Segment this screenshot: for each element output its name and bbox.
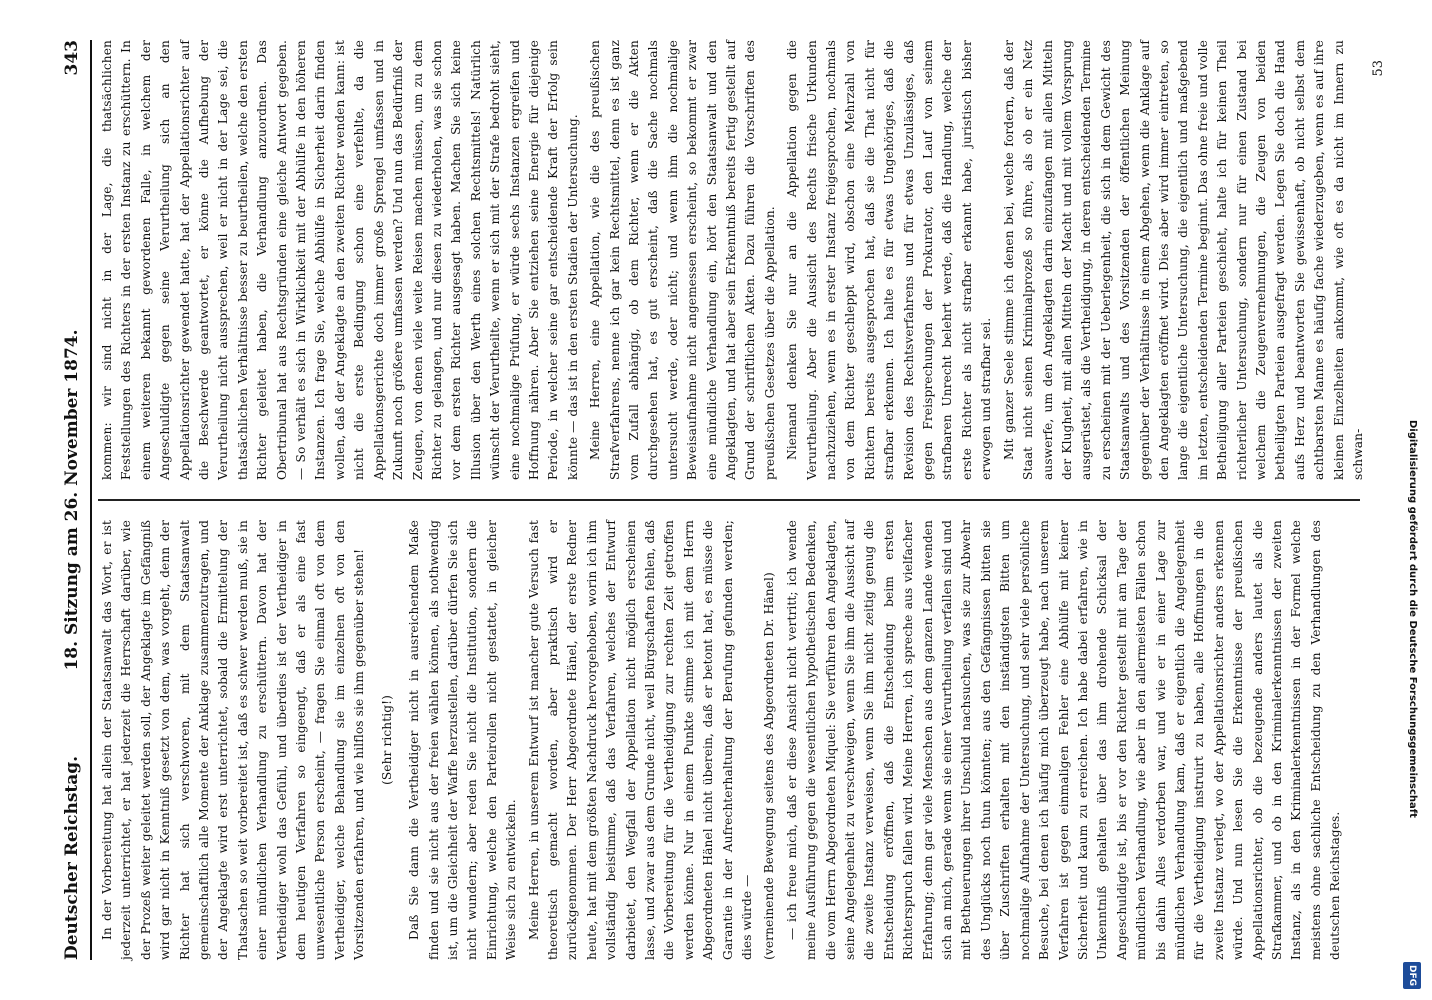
left-column — [98, 520, 1360, 960]
right-paragraph-3: Niemand denken Sie nur an die Appellation gegen die Verurtheilung. Aber die Aussicht des Rechts frische Urkunden nachzuziehen, wenn es in erster Instanz freigesprochen, nochmals von dem Richter geschleppt wird, obschon eine Mehrzahl von Richtern bereits ausgesprochen hat, daß sie die That nicht für strafbar erkennen. Ich halte es für etwas Ungehöriges, daß die Revision des Rechtsverfahrens und für etwas Unzulässiges, daß gegen Freisprechungen der Prokurator, den Lauf von seinem strafbaren Unrecht belehrt werde, daß die Handlung, welche der erste Richter als nicht strafbar erkannt habe, juristisch bisher erwogen und strafbar sei. — [785, 40, 994, 480]
running-header — [62, 40, 88, 960]
header-title: Deutscher Reichstag. — [62, 755, 82, 960]
right-column — [98, 40, 1365, 480]
left-paragraph-1: In der Vorbereitung hat allein der Staatsanwalt das Wort, er ist jederzeit unterrichtet, er hat jederzeit die Herrschaft darüber, wie der Prozeß weiter geleitet werden soll, der Angeklagte im Gefängniß wird gar nicht in Kenntniß gesetzt von dem, was vorgeht, denn der Richter hat sich verschworen, mit dem Staatsanwalt gemeinschaftlich alle Momente der Anklage zusammenzutragen, und der Angeklagte wird erst unterrichtet, sobald die Ermittelung der Thatsachen so weit vorbereitet ist, daß es schwer werden muß, sie in einer mündlichen Verhandlung zu erschüttern. Davon hat der Vertheidiger wohl das Gefühl, und überdies ist der Vertheidiger in dem heutigen Verfahren so eingeengt, daß er als eine fast unwesentliche Person erscheint, — fragen Sie einmal oft von dem Vertheidiger, welche Behandlung sie im einzelnen oft von den Vorsitzenden erfahren, und wie hilflos sie ihm gegenüber stehen! — [100, 520, 367, 960]
left-paragraph-4: — ich freue mich, daß er diese Ansicht nicht vertritt; ich wende meine Ausführung gegen die wesentlichen hypothetischen Bedenken, die vom Herrn Abgeordneten Miquel: Sie verführen den Angeklagten, seine Angelegenheit zu verschweigen, wenn Sie ihm die Aussicht auf die zweite Instanz verweisen, wenn Sie ihm nicht zeitig genug die Entscheidung eröffnen, daß die Entscheidung beim ersten Richterspruch fallen wird. Meine Herren, ich spreche aus vielfacher Erfahrung; denn gar viele Menschen aus dem ganzen Lande wenden sich an mich, gerade wenn sie einer Verurtheilung verfallen sind und mit Betheuerungen ihrer Unschuld nachsuchen, was sie zur Abwehr des Unglücks noch thun könnten; aus den Gefängnissen bitten sie über Zuschriften erhalten mit den inständigsten Bitten um nochmalige Aufnahme der Untersuchung, und sehr viele persönliche Besuche, bei denen ich häufig mich überzeugt habe, nach unserem Verfahren ist gegen einmaligen Fehler eine Abhülfe mit keiner Sicherheit und kaum zu erreichen. Ich habe dabei erfahren, wie in Unkenntniß gehalten über das ihm drohende Schicksal der Angeschuldigte ist, bis er vor den Richter gestellt mit am Tage der mündlichen Verhandlung, wie aber in den allermeisten Fällen schon bis dahin Alles verdorben war, und wie er in einer Lage zur mündlichen Verhandlung kam, daß er eigentlich die Angelegenheit für die Vertheidigung instruirt zu haben, alle Hoffnungen in die zweite Instanz verlegt, wo der Appellationsrichter anders erkennen würde. Und nun lesen Sie die Erkenntnisse der preußischen Appellationsrichter, ob die bezeugende anders lautet als die Strafkammer, und ob in den Kriminalerkenntnissen der zweiten Instanz, als in den Kriminalerkenntnissen in der Formel welche meistens ohne sachliche Entscheidung zu den Verhandlungen des deutschen Reichstages. — [784, 520, 1343, 960]
interjection-movement: (verneinende Bewegung seitens des Abgeordneten Dr. Hänel) — [762, 572, 777, 960]
column-divider — [98, 500, 1360, 502]
right-paragraph-1: kommen: wir sind nicht in der Lage, die thatsächlichen Feststellungen des Richters in der ersten Instanz zu erschüttern. In einem weiteren bekannt gewordenen Falle, in welchem der Angeschuldigte gegen seine Verurtheilung sich an den Appellationsrichter gewendet hatte, hat der Appellationsrichter auf die Beschwerde geantwortet, er könne die Aufhebung der Verurtheilung nicht aussprechen, weil er nicht in der Lage sei, die thatsächlichen Verhältnisse besser zu beurtheilen, welche den ersten Richter geleitet haben, die Verhandlung anzuordnen. Das Obertribunal hat aus Rechtsgründen eine gleiche Antwort gegeben. — So verhält es sich in Wirklichkeit mit der Abhülfe in den höheren Instanzen. Ich frage Sie, welche Abhülfe in Sicherheit darin finden wollen, daß der Angeklagte an den zweiten Richter wenden kann: ist nicht die erste Bedingung schon eine verfehlte, da die Appellationsgerichte doch immer große Sprengel umfassen und in Zukunft noch größere umfassen werden? Und nun das Bedürfniß der Zeugen, von denen viele weite Reisen machen müssen, um zu dem Richter zu gelangen, und nur diesen zu wiederholen, was sie schon vor dem ersten Richter ausgesagt haben. Machen Sie sich keine Illusion über den Werth eines solchen Rechtsmittels! Natürlich wünscht der Verurtheilte, wenn er sich mit der Strafe bedroht sieht, eine nochmalige Prüfung, er würde sechs Instanzen ergreifen und Hoffnung nähren. Aber Sie entziehen seine Energie für diejenige Periode, in welcher seine gar entscheidende Kraft der Erfolg sein könnte — das ist in den ersten Stadien der Untersuchung. — [100, 40, 580, 480]
left-paragraph-2: Daß Sie dann die Vertheidiger nicht in ausreichendem Maße finden und sie nicht aus der freien wählen können, als nothwendig ist, um die Gleichheit der Waffe herzustellen, darüber dürfen Sie sich nicht wundern; aber reden Sie nicht die Institution, sondern die Einrichtung, welche den Parteirollen nicht gestattet, in gleicher Weise sich zu entwickeln. — [407, 520, 519, 960]
rotated-scanned-page — [40, 0, 1400, 1000]
dfg-logo: DFG — [1403, 962, 1421, 989]
left-paragraph-3: Meine Herren, in unserem Entwurf ist mancher gute Versuch fast theoretisch gemacht worden, aber praktisch wird er zurückgenommen. Der Herr Abgeordnete Hänel, der erste Redner heute, hat mit dem größten Nachdruck hervorgehoben, worin ich ihm vollständig beistimme, daß das Verfahren, welches der Entwurf darbietet, den Wegfall der Appellation nicht möglich erscheinen lasse, und zwar aus dem Grunde nicht, weil Bürgschaften fehlen, daß die Vorbereitung für die Vertheidigung zur rechten Zeit getroffen werden könne. Nur in einem Punkte stimme ich mit dem Herrn Abgeordneten Hänel nicht überein, daß er betont hat, es müsse die Garantie in der Aufrechterhaltung der Berufung gefunden werden; dies würde — — [526, 520, 754, 960]
dfg-banner-text: Digitalisierung gefördert durch die Deutsche Forschungsgemeinschaft — [1407, 420, 1418, 818]
dfg-side-banner — [1394, 0, 1430, 1000]
header-rule — [90, 40, 92, 960]
header-session: 18. Sitzung am 26. November 1874. — [62, 329, 82, 671]
signature-mark: 53 — [1371, 60, 1386, 77]
right-paragraph-2: Meine Herren, eine Appellation, wie die des preußischen Strafverfahrens, nenne ich gar kein Rechtsmittel, denn es ist ganz vom Zufall abhängig, ob dem Richter, wenn er die Akten durchgesehen hat, es gut erscheint, daß die Sache nochmals untersucht werde, oder nicht; und wenn ihm die nochmalige Beweisaufnahme nicht angemessen erscheint, so bekommt er zwar eine mündliche Verhandlung ein, hört den Staatsanwalt und den Angeklagten, und hat aber sein Erkenntniß bereits fertig gestellt auf Grund der schriftlichen Akten. Dazu führen die Vorschriften des preußischen Gesetzes über die Appellation. — [588, 40, 777, 480]
right-paragraph-4: Mit ganzer Seele stimme ich denen bei, welche fordern, daß der Staat nicht seinen Kriminalprozeß so führe, als ob er ein Netz auswerfe, um den Angeklagten darin einzufangen mit allen Mitteln der Klugheit, mit allen Mitteln der Macht und mit vollem Vorsprung ausgerüstet, als die Vertheidigung, in deren entscheidenden Termine zu erscheinen mit der Ueberlegenheit, die sich in dem Gewicht des Staatsanwalts und des Vorsitzenden der öffentlichen Meinung gegenüber der Verhältnisse in einem Abgehen, wenn die Anklage auf den Angeklagten eröffnet wird. Dies aber wird immer eintreten, so lange die eigentliche Untersuchung, die eigentlich und maßgebend im letzten, entscheidenden Termine beginnt. Das ohne freie und volle Betheiligung aller Parteien geschieht, halte ich für keinen Theil richterlicher Untersuchung, sondern nur für einen Zustand bei welchem die Zeugenvernehmungen, die Zeugen von beiden betheiligten Parteien ausgefragt werden. Legen Sie doch die Hand aufs Herz und beantworten Sie gewissenhaft, ob nicht selbst dem achtbarsten Manne es häufig fache wiederzugeben, wenn es auf ihre kleinen Einzelheiten ankommt, wie oft es da nicht im Innern zu schwan- — [1001, 40, 1365, 480]
page-number: 343 — [62, 40, 82, 76]
interjection-applause: (Sehr richtig!) — [379, 695, 394, 786]
